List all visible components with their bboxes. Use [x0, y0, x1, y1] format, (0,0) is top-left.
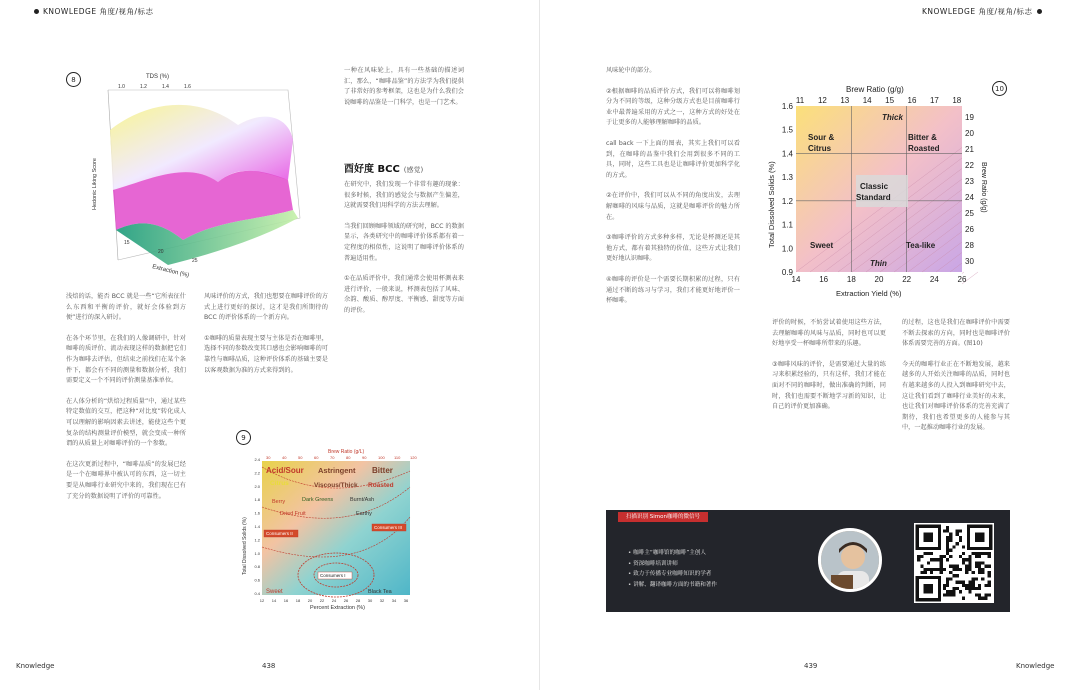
- section-title: 酉好度 BCC: [344, 164, 400, 175]
- brew-ratio-tick-label: 30: [266, 455, 271, 460]
- region-label: Bitter &: [908, 133, 937, 142]
- region-label: Standard: [856, 193, 891, 202]
- banner-title: 扫描识别 Simon咖啡的微信号: [618, 512, 708, 522]
- tds-tick-label: 1.2: [140, 84, 147, 90]
- right-tick-label: 21: [965, 145, 974, 154]
- surface-title: TDS (%): [146, 74, 169, 80]
- x-tick-label: 12: [259, 598, 265, 603]
- region-label: Consumers I: [320, 573, 346, 578]
- y-tick-label: 1.3: [781, 173, 793, 183]
- x-tick-label: 24: [929, 275, 939, 284]
- chart10-x-ticks: [792, 275, 967, 284]
- paragraph: call back 一下上面的图表，其实上我们可以看到，在咖啡的品鉴中我们会用到很多不同的工具，同时，这些工具也是让咖啡评价更加科学化的方式。: [606, 139, 740, 179]
- figure-10-brew-chart: [760, 80, 992, 302]
- region-label: Citrus: [270, 480, 289, 487]
- y-tick-label: 1.4: [781, 149, 793, 159]
- top-tick-label: 12: [817, 96, 827, 105]
- region-label: Sweet: [810, 241, 834, 250]
- region-label: Acid/Sour: [266, 466, 304, 475]
- region-label: Consumers III: [374, 525, 403, 530]
- x-tick-label: 22: [902, 275, 912, 284]
- x-tick-label: 16: [819, 275, 829, 284]
- top-tick-label: 13: [840, 96, 850, 105]
- paragraph: 在人体分析的“烘焙过程质量”中，通过某些特定数值的交互，把这种“对比度”转化成人可以理解的影响因素去讲述，能使这些个更复杂的结构测量评价模型，就会变成一种所谓的从质量上对咖啡评价的一个参数。: [66, 397, 186, 448]
- top-tick-label: 18: [952, 96, 962, 105]
- region-label: Roasted: [368, 482, 394, 489]
- region-label: Citrus: [808, 144, 832, 153]
- right-tick-label: 23: [965, 177, 974, 186]
- extraction-tick-label: 25: [192, 258, 198, 264]
- tds-ticks: [118, 84, 191, 90]
- brew-ratio-tick-label: 60: [314, 455, 319, 460]
- author-avatar: [818, 528, 882, 592]
- brew-ratio-tick-label: 100: [378, 455, 385, 460]
- y-tick-label: 0.8: [254, 564, 260, 570]
- brew-ratio-tick-label: 80: [346, 455, 351, 460]
- bullet-icon: [1037, 9, 1042, 14]
- tds-tick-label: 1.6: [184, 84, 191, 90]
- region-label: Roasted: [908, 144, 940, 153]
- right-tick-label: 25: [965, 209, 974, 218]
- y-tick-label: 2.0: [254, 483, 260, 489]
- region-label: Black Tea: [368, 589, 392, 595]
- brew-ratio-tick-label: 50: [298, 455, 303, 460]
- right-tick-label: 19: [965, 113, 974, 122]
- paragraph: ①咖啡的质量表现主要与主体是否在咖啡里，选择不同的参数改变其口感也会影响咖啡的可靠性与咖啡品质，这种评价体系的基础主要是以客观数据为准的方式来得到的。: [204, 334, 328, 374]
- region-label: Astringent: [318, 466, 356, 475]
- region-label: Consumers II: [266, 531, 293, 536]
- column-3: [344, 180, 464, 610]
- y-tick-label: 1.0: [781, 244, 793, 254]
- paragraph: ④咖啡的评价是一个需要长期积累的过程，只有通过不断的练习与学习，我们才能更好地评价一杯咖啡。: [606, 275, 740, 305]
- chart10-right-ticks: [965, 113, 974, 266]
- x-tick-label: 18: [295, 598, 301, 603]
- author-banner: [606, 510, 1010, 612]
- y-tick-label: 1.8: [254, 497, 260, 503]
- x-tick-label: 32: [379, 598, 385, 603]
- y-tick-label: 1.0: [254, 550, 260, 556]
- brew-ratio-tick-label: 70: [330, 455, 335, 460]
- paragraph: 风味轮中的部分。: [606, 67, 656, 74]
- brew-ratio-title: Brew Ratio (g/L): [328, 449, 365, 455]
- paragraph: 的过程，这也是我们在咖啡评价中需要不断去探索的方向，同时也是咖啡评价体系需要完善的方面。(图10): [902, 319, 1010, 348]
- region-label: Dark Greens: [302, 497, 334, 503]
- region-label: Earthy: [356, 511, 372, 517]
- paragraph: 风味评价的方式，我们也想要在咖啡评价的方式上进行更好的探讨，这才是我们所期待的 BCC 的评价体系的一个新方向。: [204, 293, 328, 322]
- right-tick-label: 28: [965, 241, 974, 250]
- footer-brand-right: Knowledge: [1016, 662, 1055, 670]
- paragraph: ②根据咖啡的品质评价方式，我们可以将咖啡划分为不同的等级，这种分级方式也是目前咖啡行业中最普遍采用的方式之一，这种方式的好处在于让更多的人能够理解咖啡的品质。: [606, 87, 740, 127]
- x-tick-label: 14: [271, 598, 277, 603]
- column-3-top: [344, 66, 464, 156]
- y-tick-label: 0.6: [254, 577, 260, 583]
- x-tick-label: 26: [957, 275, 967, 284]
- x-tick-label: 26: [343, 598, 349, 603]
- x-tick-label: 18: [846, 275, 856, 284]
- paragraph: 浅焙的话，能否 BCC 就是一些“它所表征什么东西和平衡的评价，就好会体验到方便”进行的深入研讨。: [66, 293, 186, 322]
- paragraph: 在研究中，我们发现一个非常有趣的现象：很多时候，我们的感觉会与数据产生偏差，这就需要我们用科学的方法去理解。: [344, 181, 464, 210]
- page-gutter: [539, 0, 540, 690]
- region-label: Tea-like: [906, 241, 936, 250]
- tds-tick-label: 1.0: [118, 84, 125, 90]
- y-tick-label: 1.2: [781, 196, 793, 206]
- right-tick-label: 30: [965, 257, 974, 266]
- header-left-text: KNOWLEDGE 角度/视角/标志: [43, 7, 154, 16]
- x-tick-label: 22: [319, 598, 325, 603]
- banner-item: • 咖啡主“咖啡馆的咖啡”主创人: [628, 548, 717, 559]
- x-tick-label: 14: [791, 275, 801, 284]
- page-number-right: 439: [804, 662, 818, 670]
- page-number-left: 438: [262, 662, 276, 670]
- column-5: [772, 318, 886, 504]
- y-tick-label: 2.4: [254, 457, 260, 462]
- region-label: Thick: [882, 113, 903, 122]
- y-tick-label: 1.6: [781, 102, 793, 111]
- footer-brand-left: Knowledge: [16, 662, 55, 670]
- banner-item: • 致力于传播专业咖啡知识的学者: [628, 569, 717, 580]
- x-tick-label: 20: [874, 275, 884, 284]
- right-tick-label: 26: [965, 225, 974, 234]
- paragraph: 在各个环节里，在我们的人像调研中，针对咖啡的质评价、流动表现这样的数据把它们作为咖啡去评估，但结束之前找们在某个条件下，都会有不同的测量和数据分析，我们需要定义一个不同的评价测量基准单位。: [66, 334, 186, 385]
- banner-item: • 讲解、翻译咖啡方面的书籍和著作: [628, 580, 717, 591]
- x-tick-label: 24: [331, 598, 337, 603]
- header-left: [34, 6, 154, 17]
- extraction-tick-label: 15: [124, 240, 130, 246]
- right-tick-label: 24: [965, 193, 974, 202]
- y-tick-label: 0.9: [781, 268, 793, 277]
- x-tick-label: 16: [283, 598, 289, 603]
- brew-ratio-line: [962, 272, 964, 274]
- paragraph: ③咖啡风味的评价，是需要通过大量的练习来积累经验的，只有这样，我们才能在面对不同的咖啡时，做出准确的判断，同时，我们也需要不断地学习新的知识，让自己的评价更加准确。: [772, 360, 886, 411]
- region-label: Berry: [272, 499, 286, 505]
- qr-code-icon[interactable]: [914, 523, 994, 603]
- figure-badge-9: 9: [236, 430, 251, 445]
- y-tick-label: 1.6: [254, 510, 260, 516]
- top-tick-label: 17: [929, 96, 939, 105]
- tds-tick-label: 1.4: [162, 84, 169, 90]
- y-ticks: [254, 457, 260, 596]
- surface-xlabel: Extraction (%): [151, 264, 190, 280]
- y-tick-label: 1.5: [781, 125, 793, 135]
- x-tick-label: 34: [391, 598, 397, 603]
- column-1: [66, 292, 186, 652]
- paragraph: 评价的时候，不妨尝试着使用这些方法，去理解咖啡的风味与品质，同时也可以更好地享受一杯咖啡所带来的乐趣。: [772, 319, 886, 348]
- chart10-top-ticks: [796, 96, 962, 105]
- bullet-icon: [34, 9, 39, 14]
- surface-ylabel: Hedonic Liking Score: [92, 158, 98, 210]
- right-tick-label: 20: [965, 129, 974, 138]
- x-tick-label: 30: [367, 598, 373, 603]
- paragraph: ③咖啡评价的方式多种多样，无论是杯测还是其他方式，都有着其独特的价值，这些方式让我们更好地认识咖啡。: [606, 234, 740, 263]
- region-label: Bitter: [372, 466, 393, 475]
- header-right-text: KNOWLEDGE 角度/视角/标志: [922, 7, 1033, 16]
- extraction-tick-label: 20: [158, 249, 164, 255]
- column-2: [204, 292, 328, 422]
- paragraph: ①在品质评价中，我们通常会使用杯测表来进行评价，一般来说，杯测表包括了风味、余韵、酸质、醇厚度、平衡感、甜度等方面的评价。: [344, 275, 464, 314]
- top-tick-label: 15: [885, 96, 895, 105]
- top-tick-label: 11: [795, 96, 805, 105]
- brew-ratio-tick-label: 90: [362, 455, 367, 460]
- region-label: Burnt/Ash: [350, 497, 375, 503]
- brew-ratio-tick-label: 40: [282, 455, 287, 460]
- x-tick-label: 28: [355, 598, 361, 603]
- brew-ratio-tick-label: 120: [410, 455, 417, 460]
- region-label: Classic: [860, 182, 889, 191]
- figure-badge-8: 8: [66, 72, 81, 87]
- x-tick-label: 20: [307, 598, 313, 603]
- region-label: Thin: [870, 259, 887, 268]
- brew-ratio-tick-label: 110: [394, 455, 401, 460]
- right-tick-label: 22: [965, 161, 974, 170]
- region-label: Sweet: [266, 589, 283, 595]
- chart10-right-label: Brew Ratio (g/g): [980, 162, 987, 213]
- top-tick-label: 14: [862, 96, 872, 105]
- chart-ylabel: Total Dissolved Solids (%): [242, 517, 248, 575]
- chart-xlabel: Percent Extraction (%): [310, 605, 366, 611]
- y-tick-label: 1.1: [781, 220, 793, 230]
- chart10-ylabel: Total Dissolved Solids (%): [767, 161, 776, 248]
- classic-standard-box: [856, 175, 908, 207]
- region-label: Sour &: [808, 133, 835, 142]
- chart10-y-ticks: [782, 102, 794, 277]
- column-6: [902, 318, 1010, 504]
- x-tick-label: 36: [403, 598, 409, 603]
- header-right: [922, 6, 1042, 17]
- figure-badge-10: 10: [992, 81, 1007, 96]
- paragraph: 在这次更新过程中，“咖啡品质”的发展已经是一个在咖啡界中被认可的东西，这一切主要是从咖啡行业研究中来的，我们现在已有了充分的数据说明了评价的可靠性。: [66, 460, 186, 500]
- column-4: [606, 66, 740, 506]
- y-tick-label: 1.2: [254, 537, 260, 543]
- paragraph: 当我们回顾咖啡领域的研究时，BCC 的数据显示，各类研究中的咖啡评价体系都有着一定程度的相似性，这说明了咖啡评价体系的普遍适用性。: [344, 222, 464, 262]
- y-tick-label: 0.4: [254, 591, 260, 596]
- banner-item: • 资深咖啡培训讲师: [628, 559, 717, 570]
- section-subtitle: (感觉): [403, 166, 424, 174]
- paragraph: ②在评价中，我们可以从不同的角度出发，去理解咖啡的风味与品质，这就是咖啡评价的魅力所在。: [606, 192, 740, 221]
- paragraph: 一种在风味轮上，具有一些基础的描述词汇，那么，“咖啡品鉴”的方法学为我们提供了非常好的参考框架，这也是为什么我们会说咖啡的品鉴是一门科学，也是一门艺术。: [344, 67, 464, 106]
- paragraph: 今天的咖啡行业正在不断地发展，越来越多的人开始关注咖啡的品质，同时也有越来越多的人投入到咖啡研究中去，这让我们看到了咖啡行业美好的未来，也让我们对咖啡评价体系的完善充满了期待，我们也希望更多的人能参与其中，一起推动咖啡行业的发展。: [902, 360, 1010, 432]
- chart10-xlabel: Extraction Yield (%): [836, 289, 902, 298]
- top-tick-label: 16: [907, 96, 917, 105]
- y-tick-label: 1.4: [254, 524, 260, 529]
- figure-8-surface-chart: [88, 70, 316, 288]
- chart10-title: Brew Ratio (g/g): [846, 85, 904, 94]
- section-heading: [344, 160, 423, 175]
- region-label: Viscous/Thick: [314, 482, 358, 489]
- region-label: Dried Fruit: [280, 511, 306, 517]
- y-tick-label: 2.2: [254, 470, 260, 476]
- banner-list: [628, 548, 717, 590]
